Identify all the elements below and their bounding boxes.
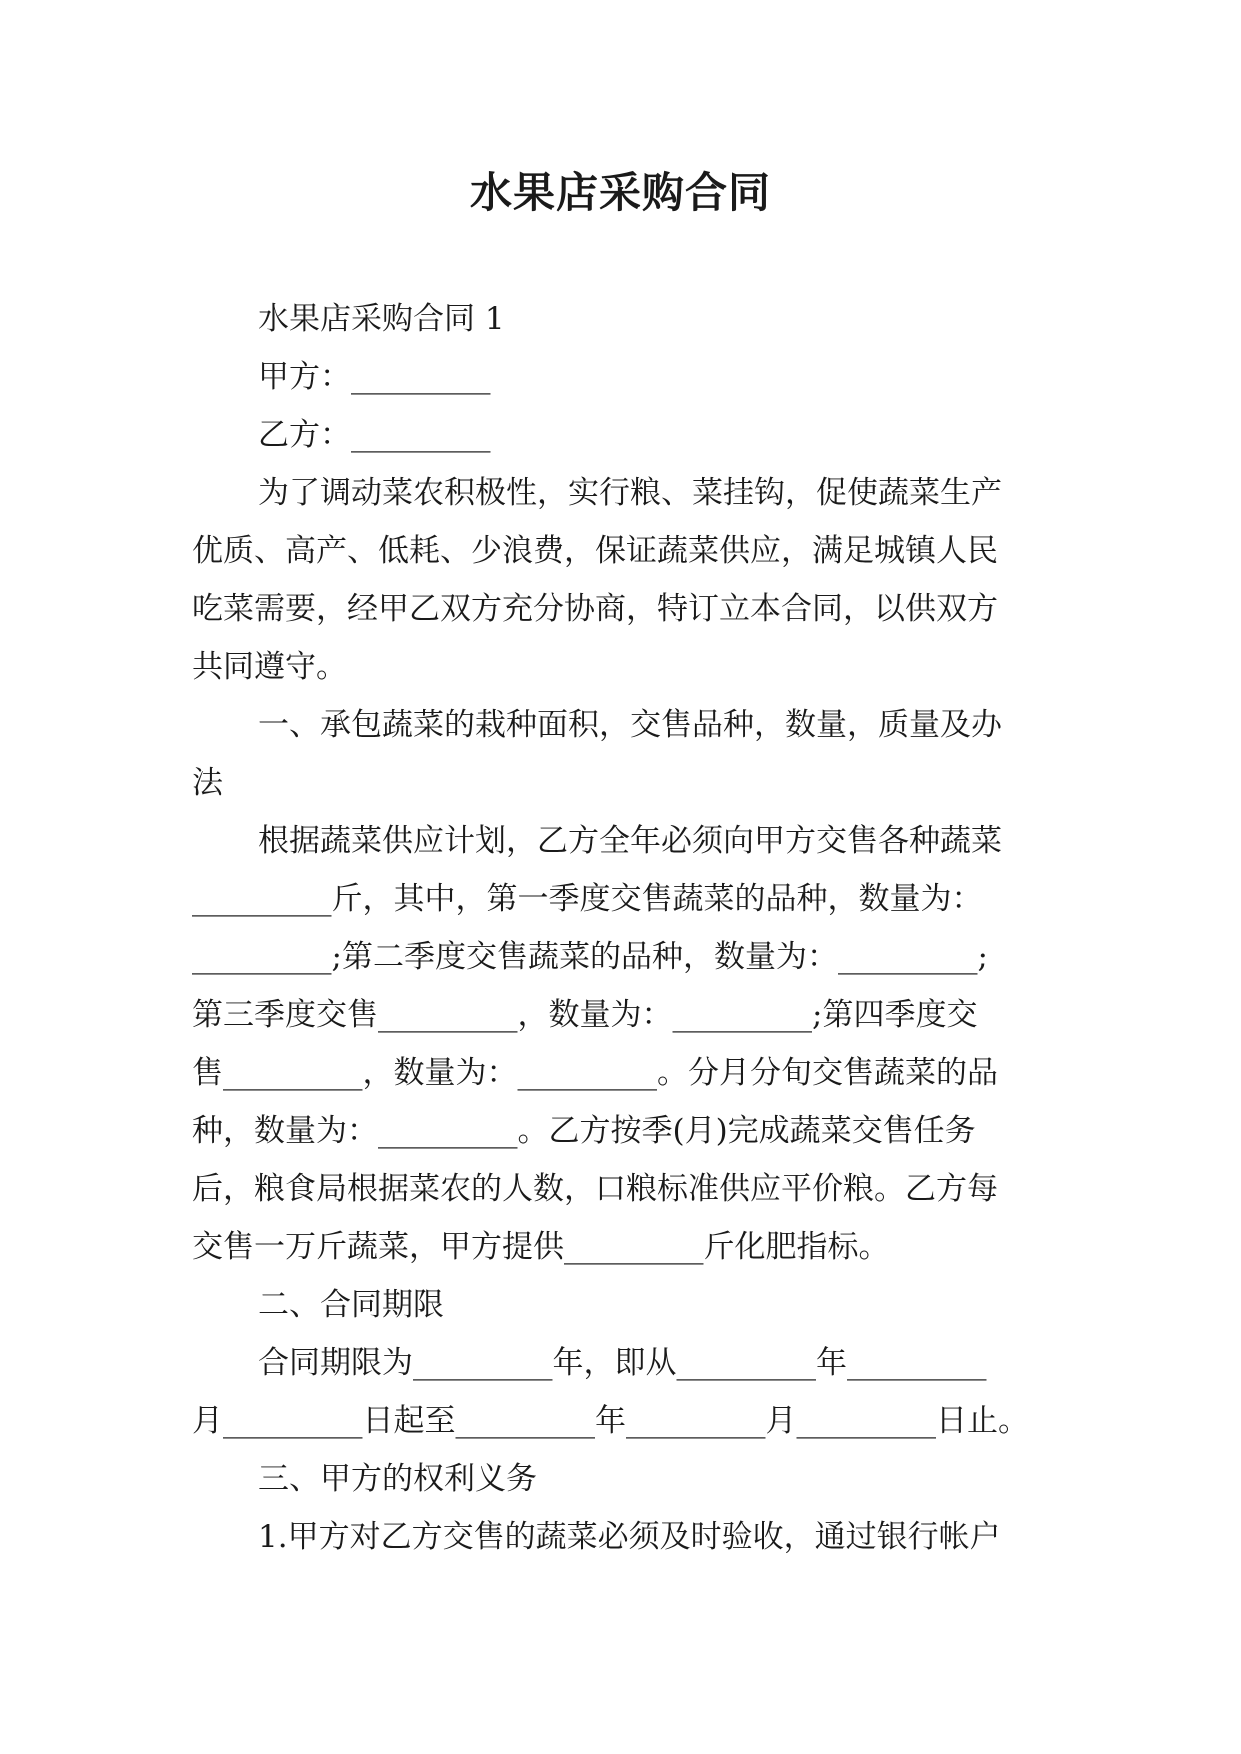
intro-line: 为了调动菜农积极性，实行粮、菜挂钩，促使蔬菜生产 <box>258 475 1002 511</box>
document-title: 水果店采购合同 <box>469 168 771 217</box>
section1-body-line: 种，数量为：_________。乙方按季(月)完成蔬菜交售任务 <box>192 1113 976 1149</box>
section2-heading: 二、合同期限 <box>258 1287 444 1323</box>
section1-body-line: 售_________，数量为：_________。分月分旬交售蔬菜的品 <box>192 1055 998 1091</box>
section1-body-line: 根据蔬菜供应计划，乙方全年必须向甲方交售各种蔬菜 <box>258 823 1002 859</box>
section2-body-line: 合同期限为_________年，即从_________年_________ <box>258 1345 987 1381</box>
section3-heading: 三、甲方的权利义务 <box>258 1461 537 1497</box>
section1-body-line: _________;第二季度交售蔬菜的品种，数量为：_________; <box>192 939 988 975</box>
intro-line: 吃菜需要，经甲乙双方充分协商，特订立本合同，以供双方 <box>192 591 998 627</box>
section3-item-1: 1.甲方对乙方交售的蔬菜必须及时验收，通过银行帐户 <box>258 1519 1001 1555</box>
party-b-line: 乙方：_________ <box>258 417 491 453</box>
section1-body-line: 第三季度交售_________，数量为：_________;第四季度交 <box>192 997 978 1033</box>
section2-body-line: 月_________日起至_________年_________月_________日止。 <box>192 1403 1029 1439</box>
section1-body-line: 交售一万斤蔬菜，甲方提供_________斤化肥指标。 <box>192 1229 890 1265</box>
section1-heading-line: 一、承包蔬菜的栽种面积，交售品种，数量，质量及办 <box>258 707 1002 743</box>
section1-body-line: 后，粮食局根据菜农的人数，口粮标准供应平价粮。乙方每 <box>192 1171 998 1207</box>
intro-line: 优质、高产、低耗、少浪费，保证蔬菜供应，满足城镇人民 <box>192 533 998 569</box>
section1-body-line: _________斤，其中，第一季度交售蔬菜的品种，数量为： <box>192 881 983 917</box>
document-body <box>192 290 1052 1566</box>
contract-subtitle: 水果店采购合同 1 <box>258 301 505 337</box>
section1-heading-line: 法 <box>192 765 223 801</box>
party-a-line: 甲方：_________ <box>258 359 491 395</box>
intro-line: 共同遵守。 <box>192 649 347 685</box>
